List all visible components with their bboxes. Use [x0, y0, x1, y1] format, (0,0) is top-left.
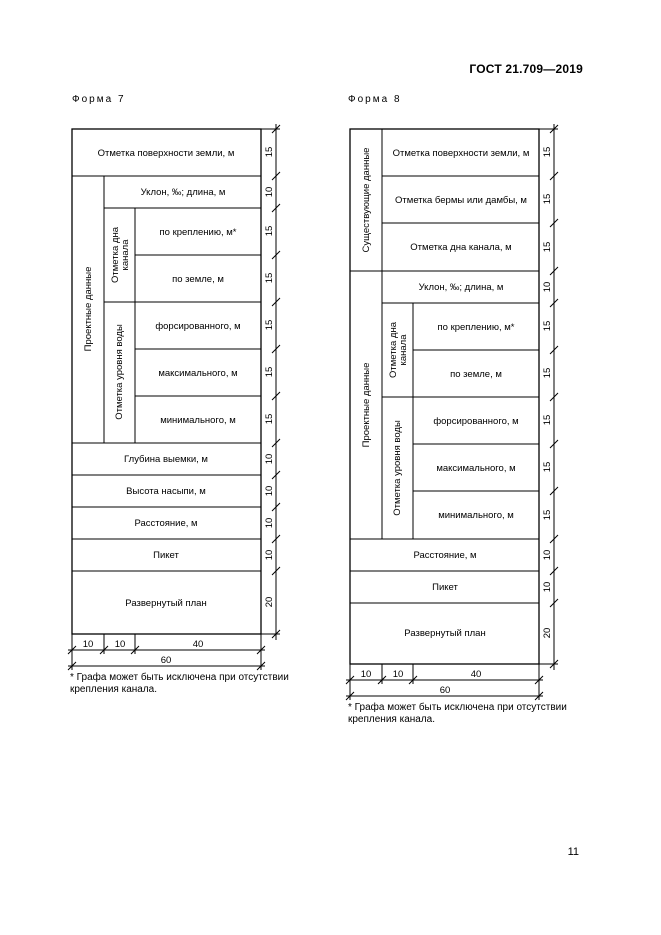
form8-note	[348, 702, 567, 726]
form7-row-slope: Уклон, ‰; длина, м	[140, 187, 226, 198]
form8-h-5: 15	[542, 367, 553, 379]
form7-row-forced: форсированного, м	[155, 321, 241, 332]
form8-h-10: 10	[542, 581, 553, 593]
form8-h-0: 15	[542, 146, 553, 158]
form8-title: Форма 8	[348, 94, 402, 105]
form7-h-11: 20	[264, 596, 275, 608]
form7-note	[70, 672, 289, 696]
form7-h-2: 15	[264, 225, 275, 237]
form7-title: Форма 7	[72, 94, 126, 105]
form8-w-1: 10	[392, 669, 404, 680]
form8-group-water: Отметка уровня воды	[392, 420, 403, 516]
form7-total-width: 60	[160, 655, 172, 666]
form7-h-3: 15	[264, 272, 275, 284]
form7-h-8: 10	[264, 485, 275, 497]
form7-h-0: 15	[264, 146, 275, 158]
form8-row-ground: по земле, м	[450, 369, 502, 380]
form8-h-3: 10	[542, 281, 553, 293]
form8-note-line2: крепления канала.	[348, 714, 436, 725]
form7-group-water: Отметка уровня воды	[114, 324, 125, 420]
form7-row-distance: Расстояние, м	[134, 518, 198, 529]
form8-h-6: 15	[542, 414, 553, 426]
form7-group-bottom-1: Отметка дна	[110, 227, 121, 283]
form7-note-line1: * Графа может быть исключена при отсутствии	[70, 672, 289, 683]
form7-h-4: 15	[264, 319, 275, 331]
form7-row-plan: Развернутый план	[125, 598, 207, 609]
form8-h-7: 15	[542, 461, 553, 473]
form8-group-bottom-1: Отметка дна	[388, 322, 399, 378]
form7-row-ground: по земле, м	[172, 274, 224, 285]
form8-h-1: 15	[542, 193, 553, 205]
form8-row-bottom: Отметка дна канала, м	[410, 242, 512, 253]
form7-note-line2: крепления канала.	[70, 684, 158, 695]
form7-row-min: минимального, м	[160, 415, 236, 426]
form8-table	[346, 124, 558, 700]
form7-h-1: 10	[264, 186, 275, 198]
form8-h-9: 10	[542, 549, 553, 561]
page-number: 11	[567, 846, 579, 858]
form7-group-project: Проектные данные	[83, 266, 94, 352]
form7-h-10: 10	[264, 549, 275, 561]
form7-row-cut-depth: Глубина выемки, м	[124, 454, 208, 465]
form8-h-11: 20	[542, 627, 553, 639]
form7-h-6: 15	[264, 413, 275, 425]
form8-group-project: Проектные данные	[361, 362, 372, 448]
form7-row-picket: Пикет	[153, 550, 179, 561]
form8-row-forced: форсированного, м	[433, 416, 519, 427]
form8-h-2: 15	[542, 241, 553, 253]
document-header: ГОСТ 21.709—2019	[469, 62, 583, 76]
form7-h-7: 10	[264, 453, 275, 465]
form7-table	[68, 124, 280, 670]
form8-h-4: 15	[542, 320, 553, 332]
form7-row-lining: по креплению, м*	[159, 227, 237, 238]
form8-row-lining: по креплению, м*	[437, 322, 515, 333]
form7-h-5: 15	[264, 366, 275, 378]
form8-total-width: 60	[439, 685, 451, 696]
form8-row-plan: Развернутый план	[404, 628, 486, 639]
form8-row-distance: Расстояние, м	[413, 550, 477, 561]
form7-row-fill-height: Высота насыпи, м	[126, 486, 206, 497]
form8-row-max: максимального, м	[436, 463, 516, 474]
form8-w-0: 10	[360, 669, 372, 680]
form8-row-min: минимального, м	[438, 510, 514, 521]
form7-group-bottom-2: канала	[120, 239, 131, 271]
form7-w-0: 10	[82, 639, 94, 650]
form7-h-9: 10	[264, 517, 275, 529]
form7-w-2: 40	[192, 639, 204, 650]
form8-h-8: 15	[542, 509, 553, 521]
form8-group-bottom-2: канала	[398, 334, 409, 366]
form8-row-berm: Отметка бермы или дамбы, м	[395, 195, 527, 206]
form8-w-2: 40	[470, 669, 482, 680]
form8-note-line1: * Графа может быть исключена при отсутствии	[348, 702, 567, 713]
form8-row-picket: Пикет	[432, 582, 458, 593]
form7-w-1: 10	[114, 639, 126, 650]
form7-row-surface: Отметка поверхности земли, м	[97, 148, 235, 159]
form8-row-slope: Уклон, ‰; длина, м	[418, 282, 504, 293]
form8-group-existing: Существующие данные	[361, 147, 372, 253]
form7-row-max: максимального, м	[158, 368, 238, 379]
form8-row-surface: Отметка поверхности земли, м	[392, 148, 530, 159]
